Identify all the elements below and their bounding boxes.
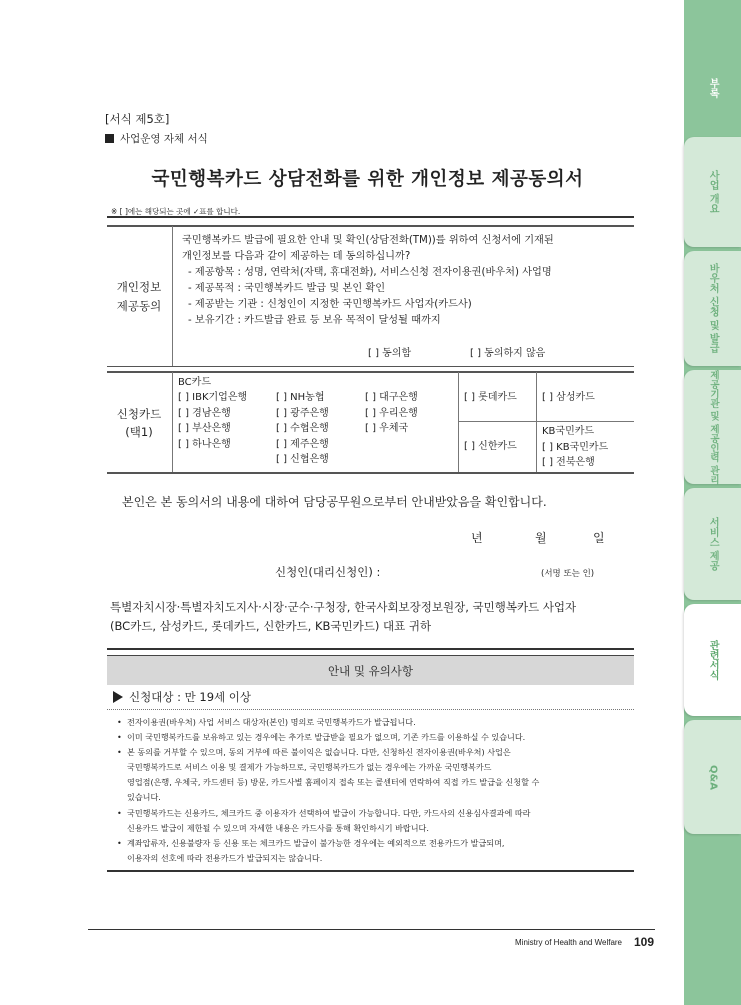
eligibility-text: 신청대상 : 만 19세 이상 <box>129 690 252 704</box>
consent-item: - 제공항목 : 성명, 연락처(자택, 휴대전화), 서비스신청 전자이용권(바우처) 사업명 <box>188 267 552 278</box>
side-tab-qa[interactable]: Q&A <box>684 720 741 834</box>
card-divider-3 <box>536 372 537 472</box>
consent-intro-1: 국민행복카드 발급에 필요한 안내 및 확인(상담전화(TM))를 위하여 신청서에 기재된 <box>182 235 554 246</box>
top-border <box>107 216 634 218</box>
card-bottom-line <box>107 472 634 474</box>
disagree-checkbox[interactable]: [ ] 동의하지 않음 <box>470 348 546 359</box>
side-tab-overview[interactable]: 사업 개요 <box>684 137 741 247</box>
footer-publisher: Ministry of Health and Welfare <box>515 938 623 947</box>
card-option-checkbox[interactable]: [ ] IBK기업은행 <box>178 392 248 403</box>
check-note: ※ [ ]에는 해당되는 곳에 ✓표를 합니다. <box>111 207 241 216</box>
signature-label: (서명 또는 인) <box>541 569 595 579</box>
card-top-line <box>107 371 634 373</box>
page-title: 국민행복카드 상담전화를 위한 개인정보 제공동의서 <box>151 169 584 190</box>
form-number: [서식 제5호] <box>105 112 170 126</box>
card-option-checkbox[interactable]: [ ] 광주은행 <box>276 407 329 419</box>
consent-item: - 보유기간 : 카드발급 완료 등 보유 목적이 달성될 때까지 <box>188 315 441 326</box>
card-option-checkbox[interactable]: [ ] 하나은행 <box>178 438 231 450</box>
guide-header: 안내 및 유의사항 <box>107 655 634 685</box>
date-day: 일 <box>593 531 605 545</box>
consent-body <box>182 233 632 329</box>
card-option-checkbox[interactable]: [ ] 경남은행 <box>178 407 231 419</box>
date-year: 년 <box>471 531 483 545</box>
consent-bottom-line <box>107 366 634 367</box>
notice-item: • 이미 국민행복카드를 보유하고 있는 경우에는 추가로 발급받을 필요가 없으며, 기존 카드를 이용하실 수 있습니다. <box>117 730 632 745</box>
side-tab-appendix[interactable]: 부록 <box>684 40 741 135</box>
confirm-statement: 본인은 본 동의서의 내용에 대하여 담당공무원으로부터 안내받았음을 확인합니다. <box>122 495 547 509</box>
card-option-checkbox[interactable]: [ ] 제주은행 <box>276 438 329 450</box>
consent-divider <box>172 226 173 366</box>
card-divider-1 <box>172 372 173 472</box>
card-option-checkbox[interactable]: [ ] 전북은행 <box>542 457 595 469</box>
square-bullet-icon <box>105 134 114 143</box>
consent-item: - 제공목적 : 국민행복카드 발급 및 본인 확인 <box>188 283 386 294</box>
eligibility <box>113 689 251 705</box>
form-subtitle <box>105 131 208 146</box>
card-option-checkbox[interactable]: [ ] 우체국 <box>365 423 409 435</box>
form-subtitle-text: 사업운영 자체 서식 <box>120 133 208 145</box>
card-label-line2: (택1) <box>125 425 153 439</box>
notice-item: • 계좌압류자, 신용불량자 등 신용 또는 체크카드 발급이 불가능한 경우에는 예외적으로 전용카드가 발급되며, 이용자의 선호에 따라 전용카드가 발급되지는 않습니다. <box>117 836 632 866</box>
bc-col-2 <box>276 390 329 468</box>
lotte-card-checkbox[interactable]: [ ] 롯데카드 <box>464 392 517 403</box>
consent-label-line2: 제공동의 <box>116 299 162 313</box>
bc-col-3 <box>365 390 418 437</box>
recipients <box>110 598 650 636</box>
card-option-checkbox[interactable]: [ ] 부산은행 <box>178 423 231 435</box>
consent-item: - 제공받는 기관 : 신청인이 지정한 국민행복카드 사업자(카드사) <box>188 299 472 310</box>
kb-card-header: KB국민카드 <box>542 426 595 437</box>
side-tab-bar <box>684 0 741 1005</box>
card-label <box>108 405 170 441</box>
agree-checkbox[interactable]: [ ] 동의함 <box>368 348 412 359</box>
card-option-checkbox[interactable]: [ ] 수협은행 <box>276 423 329 435</box>
side-tab-service[interactable]: 서비스 제공 <box>684 488 741 600</box>
card-divider-2 <box>458 372 459 472</box>
samsung-card-checkbox[interactable]: [ ] 삼성카드 <box>542 392 595 403</box>
card-option-checkbox[interactable]: [ ] KB국민카드 <box>542 441 609 453</box>
footer-rule <box>88 929 655 930</box>
notice-item: • 본 동의를 거부할 수 있으며, 동의 거부에 따른 불이익은 없습니다. 다만, 신청하신 전자이용권(바우처) 사업은 국민행복카드로 서비스 이용 및 결제가 가능하므로, 국민행복카드가 없는 경우에는 가까운 국민행복카드 영업점(은행, 우체국, 카드센터 등) 방문, 카드사별 홈페이지 접속 또는 콜센터에 연락하여 직접 카드 발급을 신청할 수 있습니다. <box>117 745 632 805</box>
page-number: 109 <box>634 935 655 949</box>
consent-label-line1: 개인정보 <box>116 280 162 294</box>
triangle-right-icon <box>113 691 123 703</box>
consent-top-line <box>107 225 634 227</box>
card-label-line1: 신청카드 <box>116 407 162 421</box>
card-mid-line <box>458 421 634 422</box>
recipients-line-2: (BC카드, 삼성카드, 롯데카드, 신한카드, KB국민카드) 대표 귀하 <box>110 619 432 633</box>
eligibility-divider <box>107 709 634 710</box>
recipients-line-1: 특별자치시장·특별자치도지사·시장·군수·구청장, 한국사회보장정보원장, 국민행복카드 사업자 <box>110 600 577 614</box>
card-option-checkbox[interactable]: [ ] 대구은행 <box>365 392 418 403</box>
card-option-checkbox[interactable]: [ ] NH농협 <box>276 392 325 403</box>
notice-list <box>117 715 632 866</box>
card-option-checkbox[interactable]: [ ] 신협은행 <box>276 454 329 466</box>
date-month: 월 <box>535 531 547 545</box>
consent-intro-2: 개인정보를 다음과 같이 제공하는 데 동의하십니까? <box>182 251 411 262</box>
notice-item: • 전자이용권(바우처) 사업 서비스 대상자(본인) 명의로 국민행복카드가 발급됩니다. <box>117 715 632 730</box>
bc-card-header: BC카드 <box>178 377 211 388</box>
applicant-label: 신청인(대리신청인) : <box>275 565 381 579</box>
side-tab-forms[interactable]: 관련서식 <box>684 604 741 716</box>
notice-item: • 국민행복카드는 신용카드, 체크카드 중 이용자가 선택하여 발급이 가능합니다. 다만, 카드사의 신용심사결과에 따라 신용카드 발급이 제한될 수 있으며 자세한 내용은 카드사를 통해 확인하시기 바랍니다. <box>117 806 632 836</box>
consent-label <box>108 278 170 316</box>
card-option-checkbox[interactable]: [ ] 우리은행 <box>365 407 418 419</box>
guide-bottom-rule <box>107 870 634 872</box>
side-tab-provider[interactable]: 제공기관 및 제공인력 관리 <box>684 370 741 484</box>
shinhan-card-checkbox[interactable]: [ ] 신한카드 <box>464 441 517 452</box>
kb-card-group <box>542 424 608 471</box>
guide-top-rule <box>107 648 634 650</box>
side-tab-voucher[interactable]: 바우처 신청 및 발급 <box>684 251 741 366</box>
bc-col-1 <box>178 390 247 452</box>
